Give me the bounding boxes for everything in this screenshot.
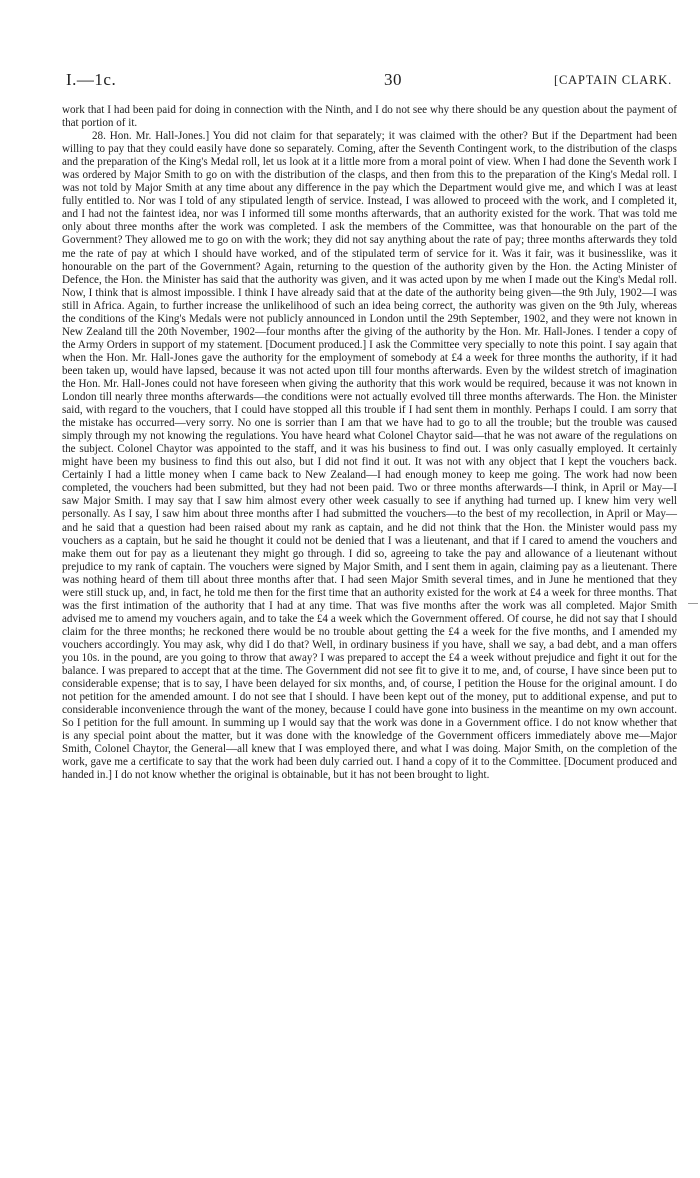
paragraph-continuation: work that I had been paid for doing in connection with the Ninth, and I do not see why there should be any question about the payment of that portion of it. — [62, 104, 677, 130]
running-head-speaker: [CAPTAIN CLARK. — [554, 73, 672, 87]
margin-mark — [688, 603, 698, 604]
page-header — [66, 70, 672, 92]
paper-reference: I.—1c. — [66, 70, 117, 89]
document-body — [62, 104, 677, 782]
page-number: 30 — [384, 70, 402, 89]
paragraph-question-28: 28. Hon. Mr. Hall-Jones.] You did not claim for that separately; it was claimed with the other? But if the Department had been willing to pay that they could easily have done so separately. Coming, after the Seventh Contingent work, to the distribution of the clasps and the preparation of the King's Medal roll, let us look at it a little more from a moral point of view. When I had done the Seventh work I was ordered by Major Smith to go on with the distribution of the clasps, and then from this to the preparation of the King's Medal roll. I was not told by Major Smith at any time about any difference in the pay which the Department would give me, and which I was at least fully entitled to. Nor was I told of any stipulated length of service. Instead, I was allowed to proceed with the work, and I completed it, and I had not the faintest idea, nor was I informed till some months afterwards, that an authority existed for the work. That was told me only about three months after the work was completed. I ask the members of the Committee, was that honourable on the part of the Government? They allowed me to go on with the work; they did not say anything about the rate of pay; three months afterwards they told me the rate of pay at which I should have worked, and of the stipulated term of service for it. Was it fair, was it businesslike, was it honourable on the part of the Government? Again, returning to the question of the authority given by the Hon. the Acting Minister of Defence, the Hon. the Minister has said that the authority was given, and it was acted upon by me when I made out the King's Medal roll. Now, I think that is almost impossible. I think I have already said that at the date of the authority being given—the 9th July, 1902—I was still in Africa. Again, to further increase the unlikelihood of such an idea being correct, the authority was given on the 9th July, whereas the conditions of the King's Medals were not publicly announced in London until the 29th September, 1902, and they were not known in New Zealand till the 20th November, 1902—four months after the giving of the authority by the Hon. Mr. Hall-Jones. I tender a copy of the Army Orders in support of my statement. [Document produced.] I ask the Committee very specially to note this point. I say again that when the Hon. Mr. Hall-Jones gave the authority for the employment of somebody at £4 a week for three months the authority, if it had been taken up, would have lapsed, because it was not acted upon till four months afterwards. Even by the wildest stretch of imagination the Hon. Mr. Hall-Jones could not have foreseen when giving the authority that this work would be required, because it was not known in London till nearly three months afterwards—the conditions were not actually evolved till three months afterwards. The Hon. the Minister said, with regard to the vouchers, that I could have stopped all this trouble if I had sent them in monthly. Perhaps I could. I am sorry that the mistake has occurred—very sorry. No one is sorrier than I am that we have had to go to all the trouble; but the trouble was caused simply through my not knowing the regulations. You have heard what Colonel Chaytor said—that he was not aware of the regulations on the subject. Colonel Chaytor was appointed to the staff, and it was his business to find out. I was only casually employed. It certainly might have been my business to find this out also, but I did not find it out. It was not with any object that I kept the vouchers back. Certainly I had a little money when I came back to New Zealand—I had enough money to keep me going. The work had now been completed, the vouchers had been submitted, but they had not been paid. Two or three months afterwards—I think, in April or May—I saw Major Smith. I may say that I saw him almost every other week casually to see if anything had turned up. I knew him very well personally. As I say, I saw him about three months after I had submitted the vouchers—to the best of my recollection, in April or May—and he said that a question had been raised about my rank as captain, and he did not think that the Hon. the Minister would pass my vouchers as a captain, but he said he thought it could not be denied that I was a lieutenant, and that if I cared to amend the vouchers and make them out for pay as a lieutenant they might go through. I did so, agreeing to take the pay and allowance of a lieutenant without prejudice to my rank of captain. The vouchers were signed by Major Smith, and I sent them in again, claiming pay as a lieutenant. There was nothing heard of them till about three months after that. I had seen Major Smith several times, and in June he mentioned that they were still stuck up, and, in fact, he told me then for the first time that an authority existed for the work at £4 a week for three months. That was the first intimation of the authority that I had at any time. That was five months after the work was all completed. Major Smith advised me to amend my vouchers again, and to take the £4 a week which the Government offered. Of course, he did not say that I should claim for the three months; he reckoned there would be no trouble about getting the £4 a week for the five months, and I amended my vouchers accordingly. You may ask, why did I do that? Well, in ordinary business if you have, shall we say, a bad debt, and a man offers you 10s. in the pound, are you going to throw that away? I was prepared to accept the £4 a week without prejudice and fight it out for the balance. I was prepared to accept that at the time. The Government did not see fit to give it to me, and, of course, I have since been put to considerable expense; that is to say, I have been delayed for six months, and, of course, I petition the House for the original amount. I do not petition for the amended amount. I do not see that I should. I have been kept out of the money, put to additional expense, and put to considerable inconvenience through the want of the money, because I could have gone into business in the meantime on my own account. So I petition for the full amount. In summing up I would say that the work was done in a Government office. I do not know whether that is any special point about the matter, but it was done with the knowledge of the Government officers immediately above me—Major Smith, Colonel Chaytor, the General—all knew that I was employed there, and what I was doing. Major Smith, on the completion of the work, gave me a certificate to say that the work had been duly carried out. I hand a copy of it to the Committee. [Document produced and handed in.] I do not know whether the original is obtainable, but it has not been brought to light. — [62, 130, 677, 782]
